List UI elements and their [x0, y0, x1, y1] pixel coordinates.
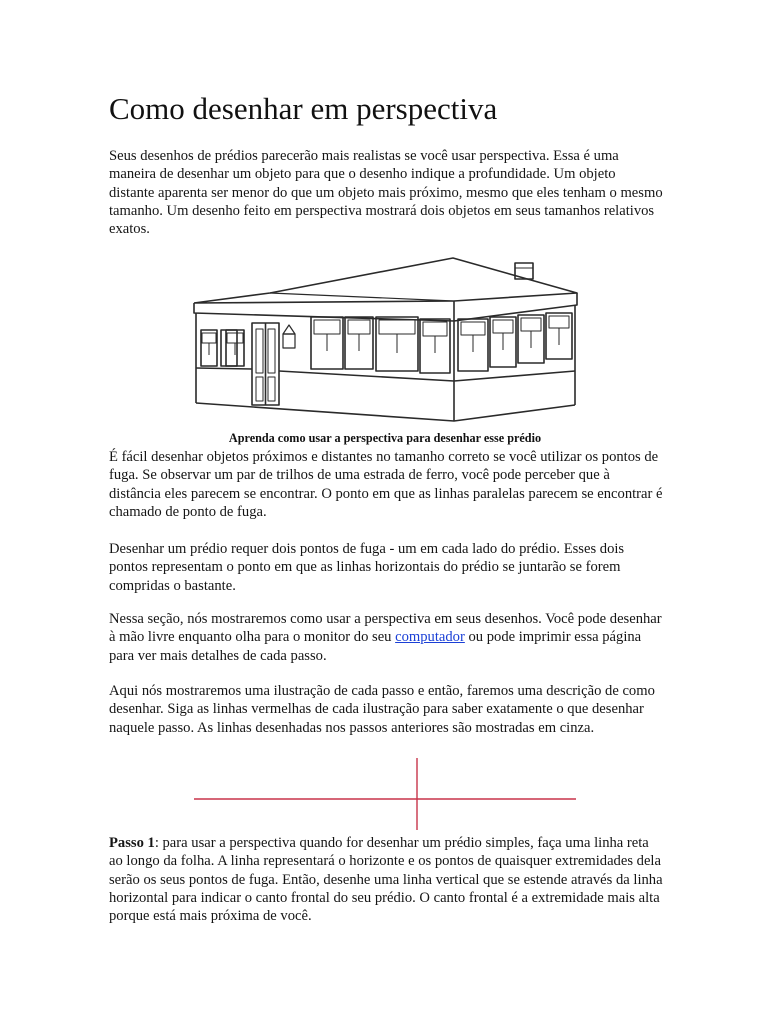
intro-paragraph: Seus desenhos de prédios parecerão mais realistas se você usar perspectiva. Essa é uma maneira de desenhar um objeto para que o desenho indique a profundidade. Um objeto distante aparenta ser menor do que um objeto mais próximo, mesmo que eles tenham o mesmo tamanho. Um desenho feito em perspectiva mostrará dois objetos em seus tamanhos relativos exatos.: [109, 148, 663, 238]
step1-guide-lines-illustration: [190, 755, 582, 833]
page-title: Como desenhar em perspectiva: [109, 91, 498, 126]
section-paragraph: [109, 610, 664, 665]
figure-caption: Aprenda como usar a perspectiva para desenhar esse prédio: [228, 431, 542, 445]
section-text-after: ou pode imprimir essa página para ver mais detalhes de cada passo.: [109, 629, 642, 664]
step1-text: : para usar a perspectiva quando for desenhar um prédio simples, faça uma linha reta ao longo da folha. A linha representará o horizonte e os pontos de quaisquer extremidades dela serão os seus pontos de fuga. Então, desenhe uma linha vertical que se estende através da linha horizontal para indicar o canto frontal do seu prédio. O canto frontal é a extremidade mais alta porque está mais próxima de você.: [109, 835, 663, 925]
step1-label: Passo 1: [109, 835, 155, 851]
steps-paragraph: Aqui nós mostraremos uma ilustração de cada passo e então, faremos uma descrição de como desenhar. Siga as linhas vermelhas de cada ilustração para saber exatamente o que desenhar naquele passo. As linhas desenhadas nos passos anteriores são mostradas em cinza.: [109, 683, 655, 736]
computador-link[interactable]: computador: [395, 629, 465, 646]
section-text-before: Nessa seção, nós mostraremos como usar a perspectiva em seus desenhos. Você pode desenhar à mão livre enquanto olha para o monitor do seu: [109, 611, 662, 646]
building-perspective-illustration: [190, 255, 582, 427]
vanishing-point-paragraph: É fácil desenhar objetos próximos e distantes no tamanho correto se você utilizar os pontos de fuga. Se observar um par de trilhos de uma estrada de ferro, você pode perceber que à distância eles parecem se encontrar. O ponto em que as linhas paralelas parecem se encontrar é chamado de ponto de fuga.: [109, 449, 663, 520]
step1-paragraph: [109, 834, 664, 925]
building-paragraph: Desenhar um prédio requer dois pontos de fuga - um em cada lado do prédio. Esses dois pontos representam o ponto em que as linhas horizontais do prédio se juntarão se forem compridas o bastante.: [109, 541, 625, 594]
